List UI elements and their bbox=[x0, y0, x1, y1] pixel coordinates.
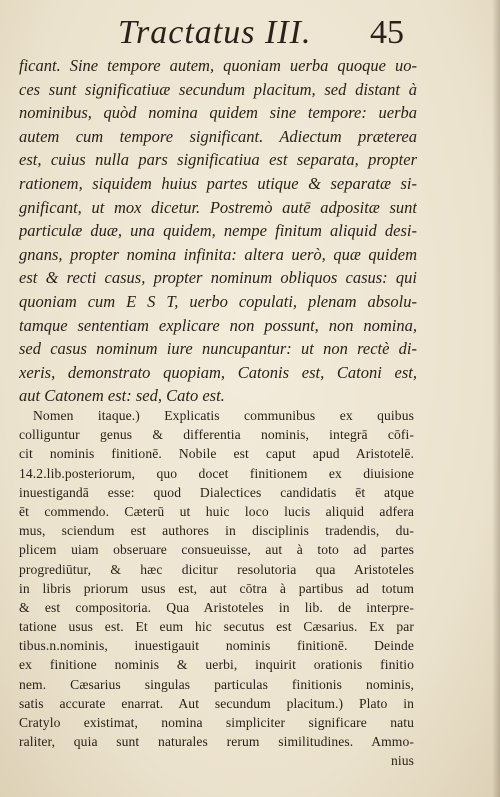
page-number: 45 bbox=[370, 14, 404, 51]
main-text-line: particulæ duæ, una quidem, nempe finitum aliquid desi- bbox=[19, 221, 417, 241]
commentary-line: in libris priorum usus est, aut cōtra à partibus ad totum bbox=[19, 580, 414, 596]
commentary-block bbox=[19, 406, 414, 771]
commentary-line: 14.2.lib.posteriorum, quo docet finitionem ex diuisione bbox=[19, 465, 414, 481]
commentary-line: ēt commendo. Cæterū ut huic loco lucis aliquid adfera bbox=[19, 503, 414, 519]
commentary-line: Nomen itaque.) Explicatis communibus ex quibus bbox=[33, 408, 414, 423]
commentary-line: & est compositoria. Qua Aristoteles in lib. de interpre- bbox=[19, 599, 414, 615]
commentary-line: progrediūtur, & hæc dicitur resolutoria qua Aristoteles bbox=[19, 561, 414, 577]
page-header bbox=[0, 8, 500, 56]
main-text-line: ficant. Sine tempore autem, quoniam uerba quoque uo- bbox=[19, 56, 417, 75]
commentary-line: tibus.n.nominis, inuestigauit nominis finitionē. Deinde bbox=[19, 638, 414, 654]
main-text-block bbox=[19, 54, 417, 408]
main-text-line: est, cuius nulla pars significatiua est separata, propter bbox=[19, 150, 417, 170]
main-text-line: nominibus, quòd nomina quidem sine tempore: uerba bbox=[19, 103, 417, 123]
commentary-line: tatione usus est. Et eum hic secutus est Cæsarius. Ex par bbox=[19, 619, 414, 635]
commentary-line: nem. Cæsarius singulas particulas finitionis nominis, bbox=[19, 676, 414, 692]
commentary-line: colliguntur genus & differentia nominis, integrā cōfi- bbox=[19, 427, 414, 443]
main-text-line: rationem, siquidem huius partes utique & separatæ si- bbox=[19, 173, 417, 193]
commentary-line: mus, sciendum est authores in disciplinis tradendis, du- bbox=[19, 523, 414, 539]
main-text-line: gnans, propter nomina infinita: altera uerò, quæ quidem bbox=[19, 244, 417, 264]
main-text-line: aut Catonem est: sed, Cato est. bbox=[19, 386, 225, 406]
main-text-line: quoniam cum E S T, uerbo copulati, plenam absolu- bbox=[19, 291, 417, 311]
commentary-line: inuestigandā esse: quod Dialectices candidatis ēt atque bbox=[19, 484, 414, 500]
catchword: nius bbox=[390, 753, 414, 769]
commentary-line: ex finitione nominis & uerbi, inquirit orationis finitio bbox=[19, 657, 414, 673]
commentary-line: cit nominis finitionē. Nobile est caput apud Aristotelē. bbox=[19, 446, 414, 462]
page-edge-shadow bbox=[492, 0, 500, 797]
main-text-line: tamque sententiam explicare non possunt, non nomina, bbox=[19, 315, 417, 335]
main-text-line: autem cum tempore significant. Adiectum præterea bbox=[19, 126, 417, 146]
commentary-line: raliter, quia sunt naturales rerum similitudines. Ammo- bbox=[19, 734, 414, 750]
main-text-line: gnificant, ut mox dicetur. Postremò autē adpositæ sunt bbox=[19, 197, 417, 217]
main-text-line: est & recti casus, propter nominum obliquos casus: qui bbox=[19, 268, 417, 288]
main-text-line: sed casus nominum iure nuncupantur: ut non rectè di- bbox=[19, 339, 417, 359]
commentary-line: Cratylo existimat, nomina simpliciter significare natu bbox=[19, 715, 414, 730]
commentary-line: plicem uiam obseruare consueuisse, aut à toto ad partes bbox=[19, 542, 414, 558]
main-text-line: ces sunt significatiuæ secundum placitum, sed distant à bbox=[19, 79, 417, 99]
main-text-line: xeris, demonstrato quopiam, Catonis est, Catoni est, bbox=[19, 362, 417, 382]
running-head: Tractatus III. bbox=[118, 14, 312, 51]
commentary-line: satis accurate enarrat. Aut secundum placitum.) Plato in bbox=[19, 695, 414, 711]
